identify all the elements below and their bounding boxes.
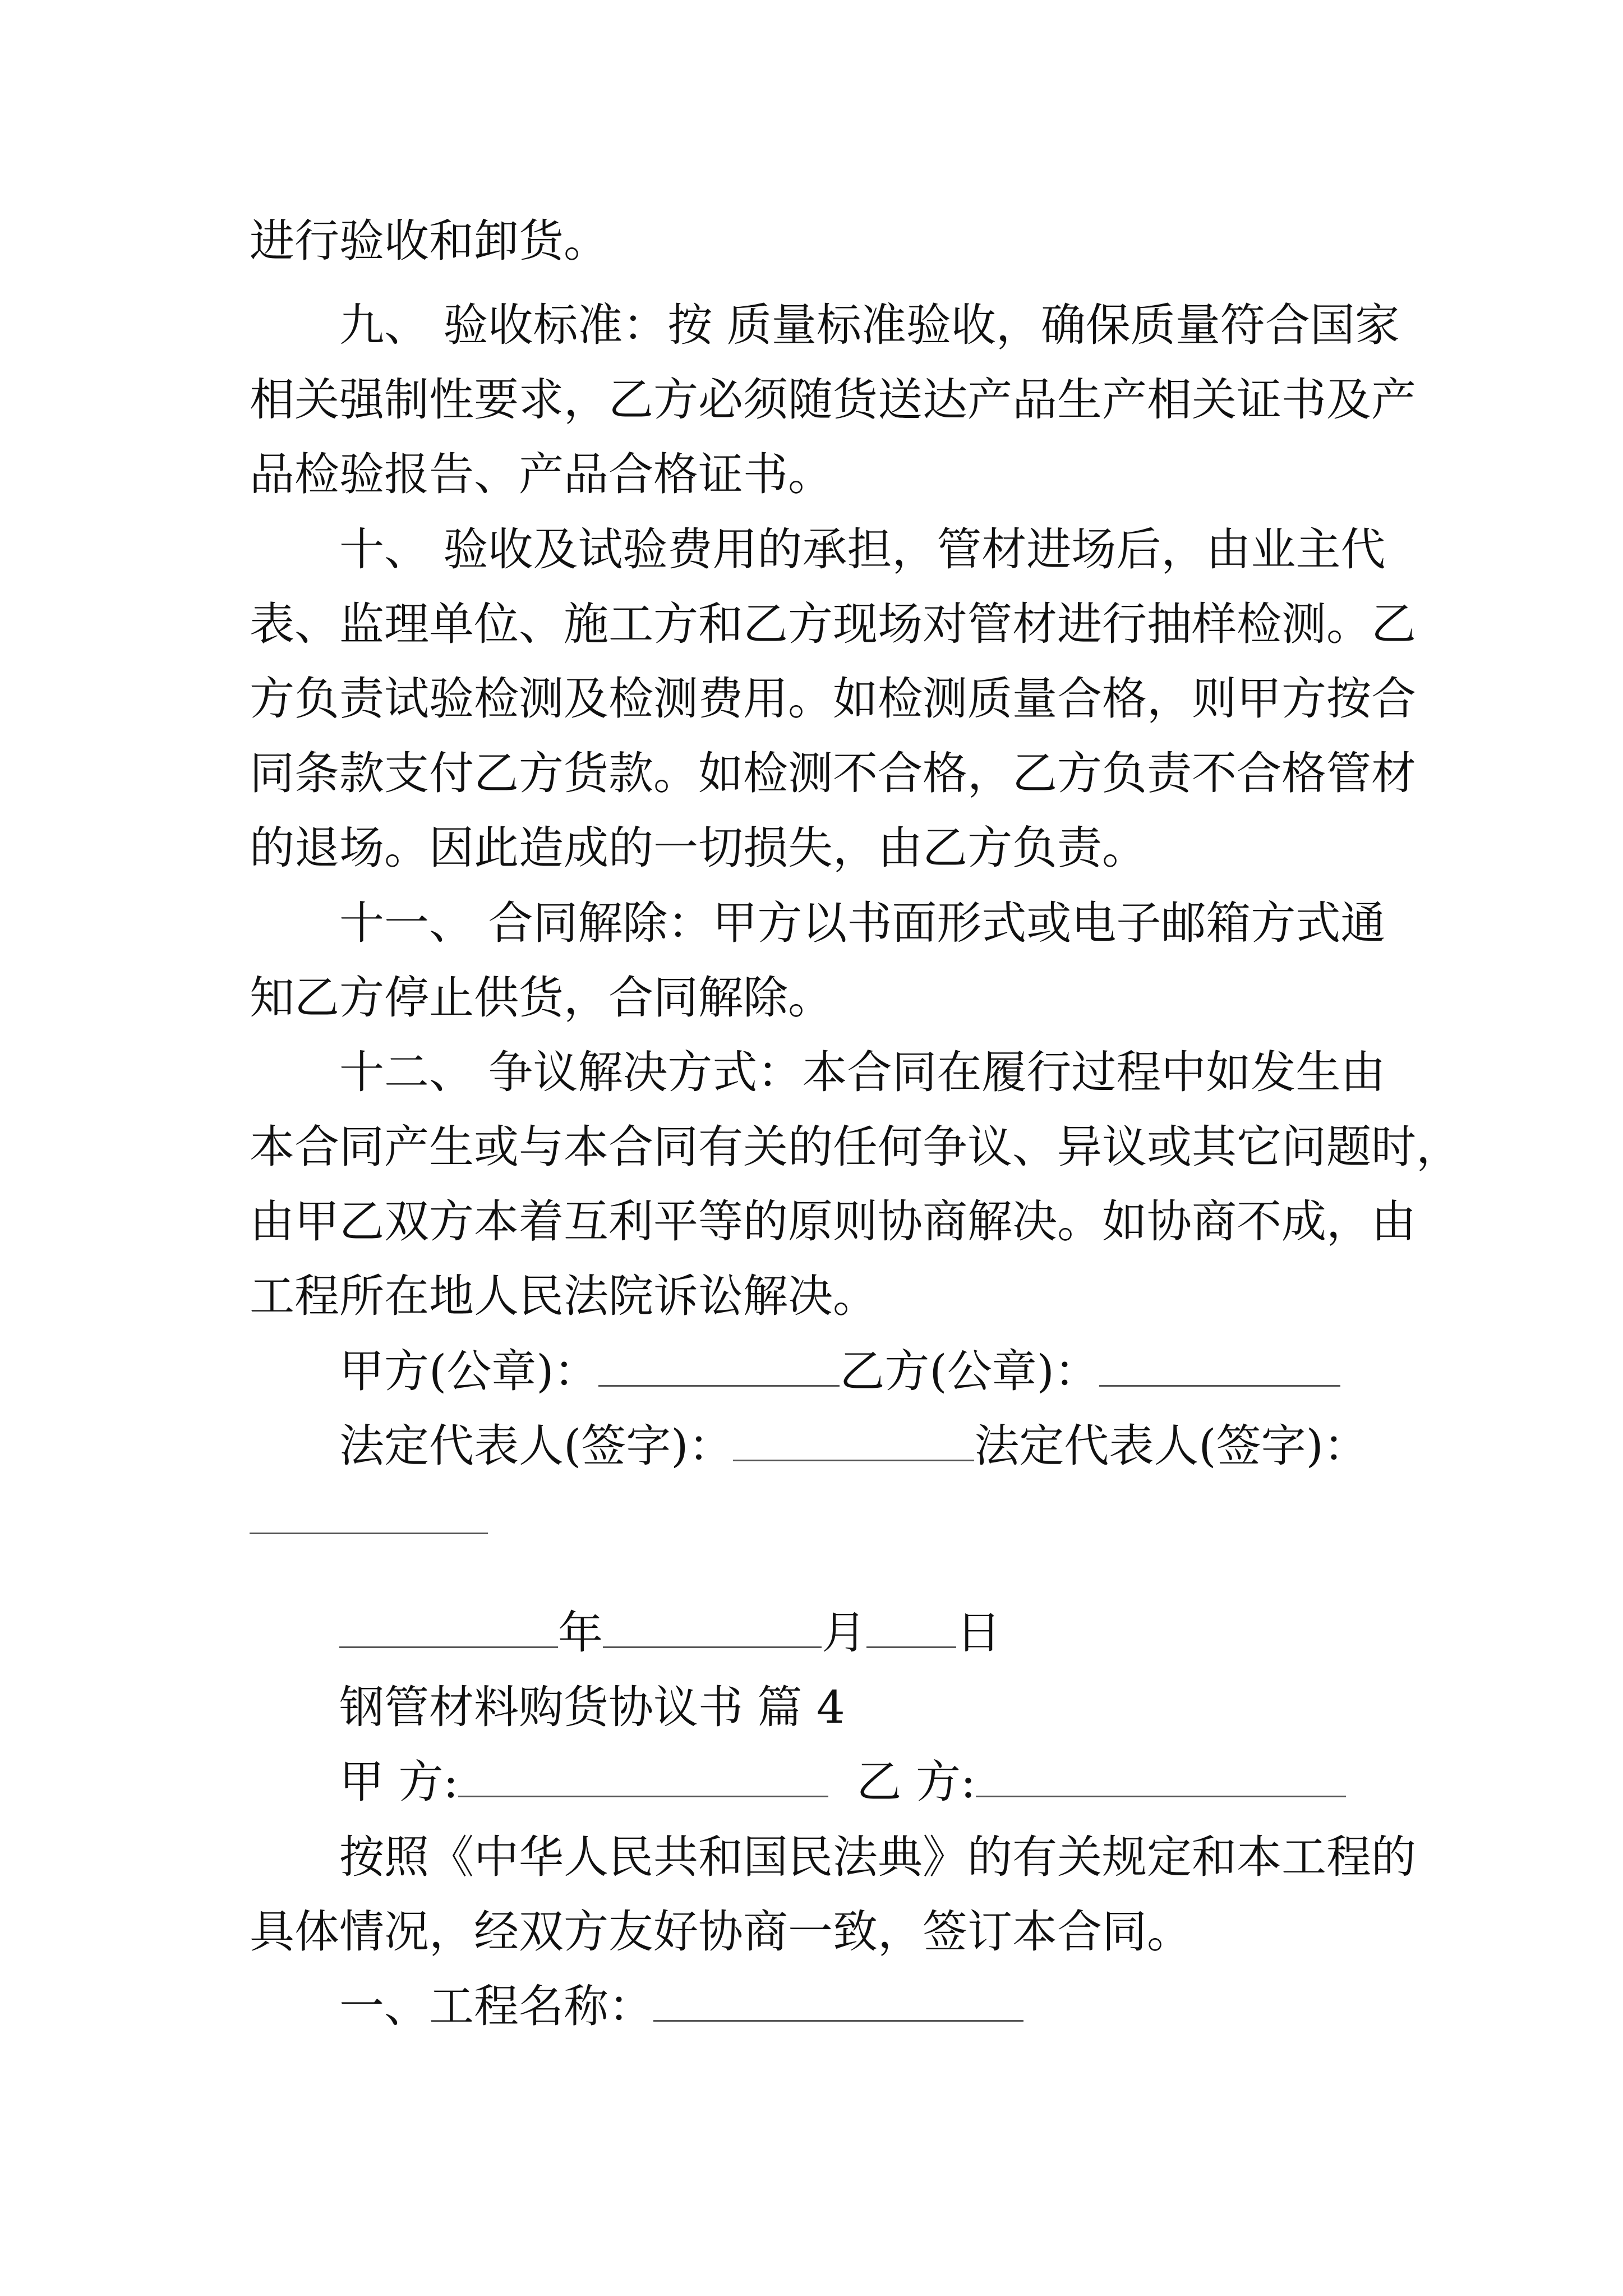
- intro-line-2: 具体情况，经双方友好协商一致，签订本合同。: [250, 1906, 1192, 1958]
- party-b-label: 乙 方:: [856, 1756, 976, 1808]
- project-name-label: 一、工程名称：: [339, 1980, 653, 2032]
- party-b-seal-blank[interactable]: [1099, 1346, 1340, 1387]
- clause-nine-line-1: 九、 验收标准：按 质量标准验收，确保质量符合国家: [339, 299, 1400, 351]
- signature-seal-row: [339, 1343, 1340, 1400]
- party-a-seal-label: 甲方(公章)：: [339, 1345, 599, 1397]
- month-blank[interactable]: [603, 1607, 822, 1648]
- paragraph-line: 进行验收和卸货。: [250, 215, 608, 267]
- project-name-row: [339, 1978, 1023, 2035]
- clause-twelve-line-1: 十二、 争议解决方式：本合同在履行过程中如发生由: [339, 1046, 1386, 1098]
- legal-rep-a-blank[interactable]: [733, 1420, 974, 1461]
- party-b-seal-label: 乙方(公章)：: [840, 1345, 1099, 1397]
- year-blank[interactable]: [339, 1607, 558, 1648]
- legal-rep-b-label: 法定代表人(签字)：: [974, 1420, 1368, 1472]
- clause-ten-line-1: 十、 验收及试验费用的承担，管材进场后，由业主代: [339, 523, 1386, 576]
- clause-twelve-line-3: 由甲乙双方本着互利平等的原则协商解决。如协商不成，由: [250, 1195, 1416, 1248]
- legal-rep-b-blank[interactable]: [250, 1533, 488, 1534]
- party-a-seal-blank[interactable]: [598, 1346, 840, 1387]
- legal-rep-a-label: 法定代表人(签字)：: [339, 1420, 734, 1472]
- clause-nine-line-3: 品检验报告、产品合格证书。: [250, 448, 833, 500]
- project-name-blank[interactable]: [653, 1981, 1023, 2022]
- clause-ten-line-4: 同条款支付乙方货款。如检测不合格，乙方负责不合格管材: [250, 747, 1416, 799]
- date-row: [339, 1605, 1001, 1661]
- clause-eleven-line-1: 十一、 合同解除：甲方以书面形式或电子邮箱方式通: [339, 897, 1386, 949]
- clause-eleven-line-2: 知乙方停止供货，合同解除。: [250, 972, 833, 1024]
- clause-ten-line-3: 方负责试验检测及检测费用。如检测质量合格，则甲方按合: [250, 673, 1416, 725]
- party-b-blank[interactable]: [976, 1756, 1346, 1797]
- section-title: 钢管材料购货协议书 篇 4: [339, 1681, 845, 1733]
- clause-twelve-line-2: 本合同产生或与本合同有关的任何争议、异议或其它问题时，: [250, 1121, 1461, 1173]
- clause-twelve-line-4: 工程所在地人民法院诉讼解决。: [250, 1270, 878, 1322]
- day-blank[interactable]: [866, 1607, 956, 1648]
- parties-row: [339, 1754, 1346, 1810]
- month-label: 月: [822, 1607, 866, 1659]
- day-label: 日: [956, 1607, 1001, 1659]
- signature-rep-row: [339, 1418, 1368, 1474]
- clause-ten-line-5: 的退场。因此造成的一切损失，由乙方负责。: [250, 822, 1147, 874]
- clause-ten-line-2: 表、监理单位、施工方和乙方现场对管材进行抽样检测。乙: [250, 598, 1416, 650]
- party-a-label: 甲 方:: [339, 1756, 459, 1808]
- intro-line-1: 按照《中华人民共和国民法典》的有关规定和本工程的: [339, 1831, 1416, 1883]
- clause-nine-line-2: 相关强制性要求，乙方必须随货送达产品生产相关证书及产: [250, 374, 1416, 426]
- year-label: 年: [558, 1607, 603, 1659]
- party-a-blank[interactable]: [458, 1756, 828, 1797]
